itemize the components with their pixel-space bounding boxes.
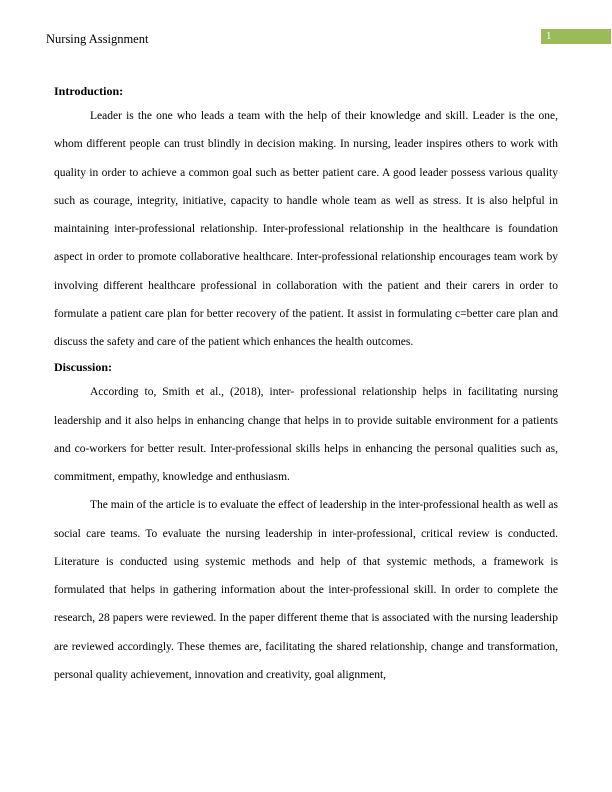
paragraph-introduction: Leader is the one who leads a team with the help of their knowledge and skill. Leader is the one, whom different people can trust blindly in decision making. In nursing, leader inspires others to work with quality in order to achieve a common goal such as better patient care. A good leader possess various quality such as courage, integrity, initiative, capacity to handle whole team as well as stress. It is also helpful in maintaining inter-professional relationship. Inter-professional relationship in the healthcare is foundation aspect in order to promote collaborative healthcare. Inter-professional relationship encourages team work by involving different healthcare professional in collaboration with the patient and their carers in order to formulate a patient care plan for better recovery of the patient. It assist in formulating c=better care plan and discuss the safety and care of the patient which enhances the health outcomes. <box>54 110 558 348</box>
section-heading-introduction: Introduction: <box>54 84 124 98</box>
header-title: Nursing Assignment <box>46 32 149 46</box>
section-heading-discussion: Discussion: <box>54 360 113 375</box>
paragraph-discussion-2: The main of the article is to evaluate the effect of leadership in the inter-professional health as well as social care teams. To evaluate the nursing leadership in inter-professional, critical review is conducted. Literature is conducted using systemic methods and help of that systemic methods, a framework is formulated that helps in gathering information about the inter-professional skill. In order to complete the research, 28 papers were reviewed. In the paper different theme that is associated with the nursing leadership are reviewed accordingly. These themes are, facilitating the shared relationship, change and transformation, personal quality achievement, innovation and creativity, goal alignment, <box>54 499 558 681</box>
page-number-badge: 1 <box>541 29 611 44</box>
paragraph-discussion-1: According to, Smith et al., (2018), inter- professional relationship helps in facilitating nursing leadership and it also helps in enhancing change that helps in to provide suitable environment for a patients and co-workers for better result. Inter-professional skills helps in enhancing the personal qualities such as, commitment, empathy, knowledge and enthusiasm. <box>54 386 558 483</box>
document-body <box>54 80 558 689</box>
